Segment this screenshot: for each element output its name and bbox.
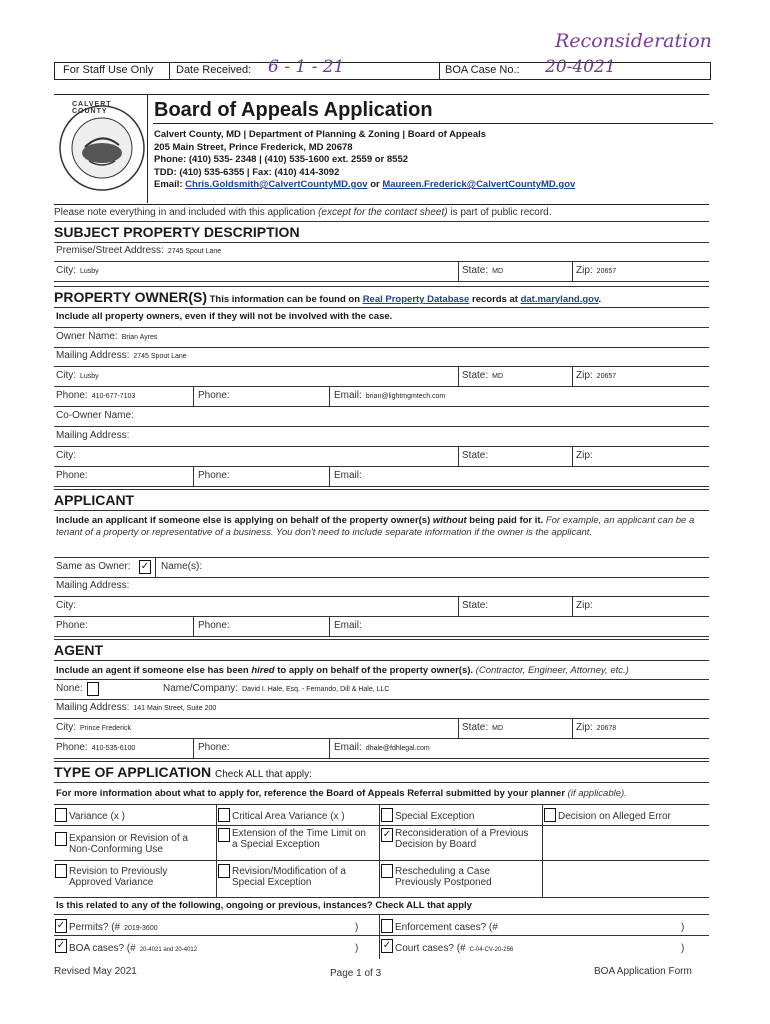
dat-maryland-link[interactable]: dat.maryland.gov xyxy=(520,294,599,305)
type-grid xyxy=(54,804,709,898)
critical-area-label: Critical Area Variance (x ) xyxy=(232,811,345,822)
extension-label: Extension of the Time Limit on a Special Exception xyxy=(232,828,366,850)
header-email-line: Email: Chris.Goldsmith@CalvertCountyMD.gov or Maureen.Frederick@CalvertCountyMD.gov xyxy=(154,179,576,190)
coowner-name-row[interactable]: Co-Owner Name: xyxy=(54,407,709,427)
email-link-1[interactable]: Chris.Goldsmith@CalvertCountyMD.gov xyxy=(185,179,368,190)
subject-address-value: 2745 Spout Lane xyxy=(167,248,222,255)
same-as-owner-checkbox[interactable]: ✓ xyxy=(140,561,150,572)
special-exception-checkbox[interactable] xyxy=(381,808,393,822)
type-more-note: For more information about what to apply for, reference the Board of Appeals Referral submitted by your planner (if applicable). xyxy=(56,788,627,799)
agent-city-row[interactable]: City: Prince Frederick State: MD Zip: 20678 xyxy=(54,719,709,739)
page-title: Board of Appeals Application xyxy=(154,99,433,121)
subject-address-row[interactable]: Premise/Street Address: 2745 Spout Lane xyxy=(54,242,709,262)
permits-label: Permits? (# 2019-3600 xyxy=(69,922,158,933)
agent-name-row[interactable]: None: Name/Company: David I. Hale, Esq. - Fernando, Dill & Hale, LLC xyxy=(54,679,709,700)
subject-state-value: MD xyxy=(492,268,504,275)
expansion-label: Expansion or Revision of a Non-Conforming Use xyxy=(69,833,188,855)
variance-checkbox[interactable] xyxy=(55,808,67,822)
owner-mail-row[interactable]: Mailing Address: 2745 Spout Lane xyxy=(54,347,709,367)
agent-note: Include an agent if someone else has been hired to apply on behalf of the property owner(s). (Contractor, Engineer, Attorney, etc.) xyxy=(56,665,629,676)
applicant-note: Include an applicant if someone else is applying on behalf of the property owner(s) without being paid for it. For example, an applicant can be a tenant of a property or representative of a business. You don't need to include separate information if the owner is the applicant. xyxy=(56,515,695,538)
header-line3: Phone: (410) 535- 2348 | (410) 535-1600 ext. 2559 or 8552 xyxy=(154,154,409,165)
applicant-heading: APPLICANT xyxy=(54,489,709,511)
reschedule-label: Rescheduling a Case Previously Postponed xyxy=(395,866,492,888)
staff-use-label: For Staff Use Only xyxy=(63,64,154,76)
revision-variance-checkbox[interactable] xyxy=(55,864,67,878)
owner-include-note: Include all property owners, even if they will not be involved with the case. xyxy=(56,311,393,322)
boa-cases-checkbox[interactable]: ✓ xyxy=(56,940,66,951)
contact-block xyxy=(154,129,575,192)
reschedule-checkbox[interactable] xyxy=(381,864,393,878)
variance-label: Variance (x ) xyxy=(69,811,125,822)
header-line2: 205 Main Street, Prince Frederick, MD 20678 xyxy=(154,141,353,153)
revision-variance-label: Revision to Previously Approved Variance xyxy=(69,866,168,888)
footer-revised: Revised May 2021 xyxy=(54,966,137,977)
decision-error-label: Decision on Alleged Error xyxy=(558,811,671,822)
subject-city-value: Lusby xyxy=(80,268,99,275)
footer-form-name: BOA Application Form xyxy=(594,966,692,977)
critical-area-checkbox[interactable] xyxy=(218,808,230,822)
court-cases-checkbox[interactable]: ✓ xyxy=(382,940,392,951)
owner-city-row[interactable]: City: Lusby State: MD Zip: 20657 xyxy=(54,367,709,387)
date-received-value: 6 - 1 - 21 xyxy=(268,57,345,77)
subject-zip-value: 20657 xyxy=(596,268,617,275)
reconsideration-label: Reconsideration of a Previous Decision by Board xyxy=(395,828,529,850)
applicant-same-row: Same as Owner: ✓ Name(s): xyxy=(54,557,709,578)
reconsideration-checkbox[interactable]: ✓ xyxy=(382,829,392,840)
applicant-mail-row[interactable]: Mailing Address: xyxy=(54,577,709,597)
agent-none-checkbox[interactable] xyxy=(87,682,99,696)
special-exception-label: Special Exception xyxy=(395,811,475,822)
header-line4: TDD: (410) 535-6355 | Fax: (410) 414-3092 xyxy=(154,166,340,178)
applicant-city-row[interactable]: City: State: Zip: xyxy=(54,597,709,617)
owner-name-row[interactable]: Owner Name: Brian Ayres xyxy=(54,327,709,348)
permits-checkbox[interactable]: ✓ xyxy=(56,920,66,931)
court-cases-label: Court cases? (# C-04-CV-20-256 xyxy=(395,943,514,954)
staff-use-row xyxy=(54,57,711,80)
case-no-label: BOA Case No.: xyxy=(445,64,520,76)
property-owner-heading: PROPERTY OWNER(S) This information can be found on Real Property Database records at dat.maryland.gov. xyxy=(54,286,709,308)
extension-checkbox[interactable] xyxy=(218,828,230,842)
applicant-phone-row[interactable]: Phone: Phone: Email: xyxy=(54,617,709,637)
owner-mail-value: 2745 Spout Lane xyxy=(133,353,187,360)
enforcement-label: Enforcement cases? (# xyxy=(395,922,498,933)
footer-page: Page 1 of 3 xyxy=(330,968,382,979)
agent-phone-row[interactable]: Phone: 410-535-6100 Phone: Email: dhale@fdhlegal.com xyxy=(54,739,709,759)
related-grid: ✓ Permits? (# 2019-3600 ) Enforcement cases? (# ) ✓ BOA cases? (# 20-4021 and 20-4012 ) ✓ Court cases? (# C-04-CV-20-256 ) xyxy=(54,914,709,959)
date-received-label: Date Received: xyxy=(176,64,252,76)
email-link-2[interactable]: Maureen.Frederick@CalvertCountyMD.gov xyxy=(382,179,576,190)
type-heading: TYPE OF APPLICATION Check ALL that apply: xyxy=(54,761,709,783)
coowner-phone-row[interactable]: Phone: Phone: Email: xyxy=(54,467,709,487)
seal-box xyxy=(54,95,148,203)
subject-city-row[interactable]: City: Lusby State: MD Zip: 20657 xyxy=(54,262,709,282)
county-seal-icon xyxy=(57,103,147,193)
header-line1: Calvert County, MD | Department of Planning & Zoning | Board of Appeals xyxy=(154,129,487,140)
decision-error-checkbox[interactable] xyxy=(544,808,556,822)
revision-se-label: Revision/Modification of a Special Exception xyxy=(232,866,346,888)
coowner-city-row[interactable]: City: State: Zip: xyxy=(54,447,709,467)
header xyxy=(54,94,709,203)
related-note: Is this related to any of the following, ongoing or previous, instances? Check ALL that apply xyxy=(56,900,472,911)
subject-property-heading: SUBJECT PROPERTY DESCRIPTION xyxy=(54,221,709,243)
owner-phone-row[interactable]: Phone: 410-677-7103 Phone: Email: brian@lightmgmtech.com xyxy=(54,387,709,407)
boa-cases-label: BOA cases? (# 20-4021 and 20-4012 xyxy=(69,943,198,954)
enforcement-checkbox[interactable] xyxy=(381,919,393,933)
revision-se-checkbox[interactable] xyxy=(218,864,230,878)
seal-text: CALVERT COUNTY xyxy=(72,101,112,115)
agent-mail-row[interactable]: Mailing Address: 141 Main Street, Suite 200 xyxy=(54,699,709,719)
expansion-checkbox[interactable] xyxy=(55,832,67,846)
public-record-note: Please note everything in and included with this application (except for the contact sheet) is part of public record. xyxy=(54,204,709,220)
owner-name-value: Brian Ayres xyxy=(121,334,158,341)
real-property-link[interactable]: Real Property Database xyxy=(362,294,470,305)
handwritten-reconsideration: Reconsideration xyxy=(555,30,712,52)
case-no-value: 20-4021 xyxy=(545,57,616,77)
agent-heading: AGENT xyxy=(54,639,709,661)
coowner-mail-row[interactable]: Mailing Address: xyxy=(54,427,709,447)
